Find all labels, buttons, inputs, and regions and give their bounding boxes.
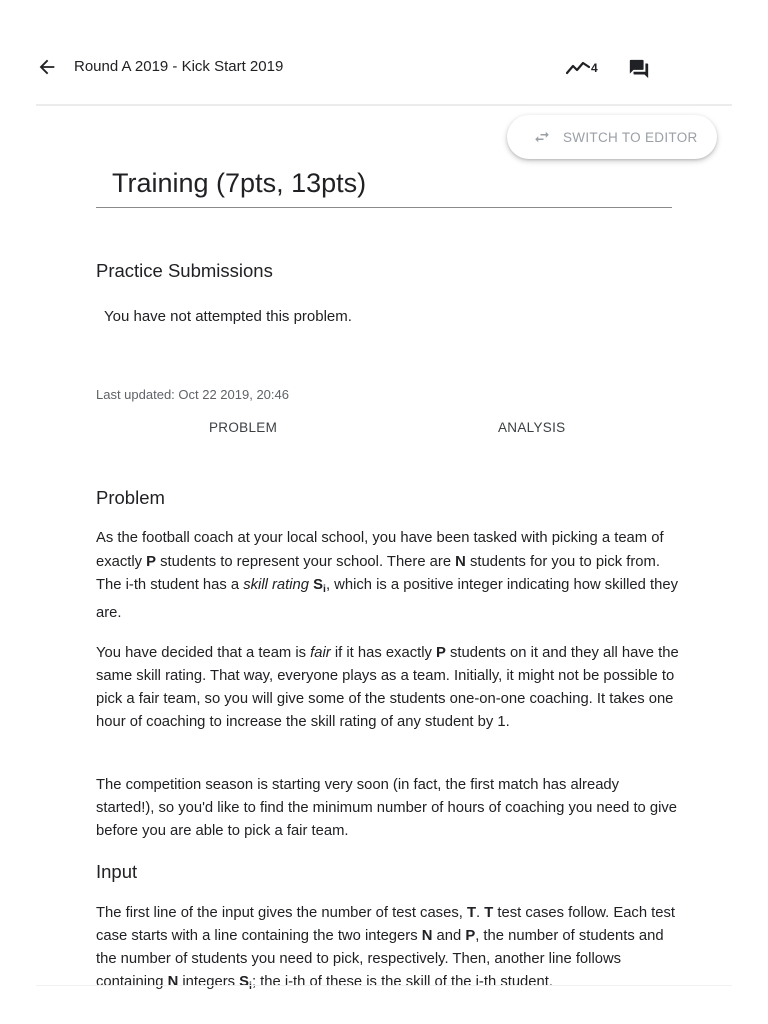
contest-title: Round A 2019 - Kick Start 2019 [74,58,284,75]
swap-horiz-icon [533,128,551,146]
back-button[interactable] [36,56,58,78]
arrow-left-icon [36,56,58,78]
forum-button[interactable] [628,58,650,80]
input-paragraph-1: The first line of the input gives the number of test cases, T. T test cases follow. Each test case starts with a line containing the two integers N and P, the number of students and the number of students you need to pick, respectively. Then, another line follows containing N integers $S_i$; the i-th of these is the skill of the i-th student. [96,905,676,992]
problem-heading: Problem [96,487,165,508]
last-updated: Last updated: Oct 22 2019, 20:46 [96,387,289,402]
stats-count: 4 [591,61,598,75]
problem-title: Training (7pts, 13pts) [112,168,367,198]
practice-submissions-heading: Practice Submissions [96,260,273,281]
trending-icon [566,60,590,76]
switch-to-editor-button[interactable] [507,115,717,159]
stats-button[interactable] [566,58,598,78]
bottom-divider [36,985,732,986]
input-heading: Input [96,861,138,882]
tab-problem[interactable]: PROBLEM [209,420,278,435]
top-app-bar [36,36,732,106]
title-divider [96,207,672,208]
problem-paragraph-2: You have decided that a team is fair if it has exactly P students on it and they all have the same skill rating. That way, everyone plays as a team. Initially, it might not be possible to pick a fair team, so you will give some of the students one-on-one coaching. It takes one hour of coaching to increase the skill rating of any student by 1. [96,645,679,730]
tab-analysis[interactable]: ANALYSIS [498,420,566,435]
forum-icon [628,58,650,80]
problem-paragraph-3: The competition season is starting very soon (in fact, the first match has already started!), so you'd like to find the minimum number of hours of coaching you need to give before you are able to pick a fair team. [96,777,678,839]
problem-paragraph-1: As the football coach at your local school, you have been tasked with picking a team of exactly P students to represent your school. There are N students for you to pick from. The i-th student has a skill rating $S_i$, which is a positive integer indicating how skilled they are. [96,530,678,621]
submission-status: You have not attempted this problem. [104,308,352,325]
switch-to-editor-label: SWITCH TO EDITOR [563,129,698,145]
